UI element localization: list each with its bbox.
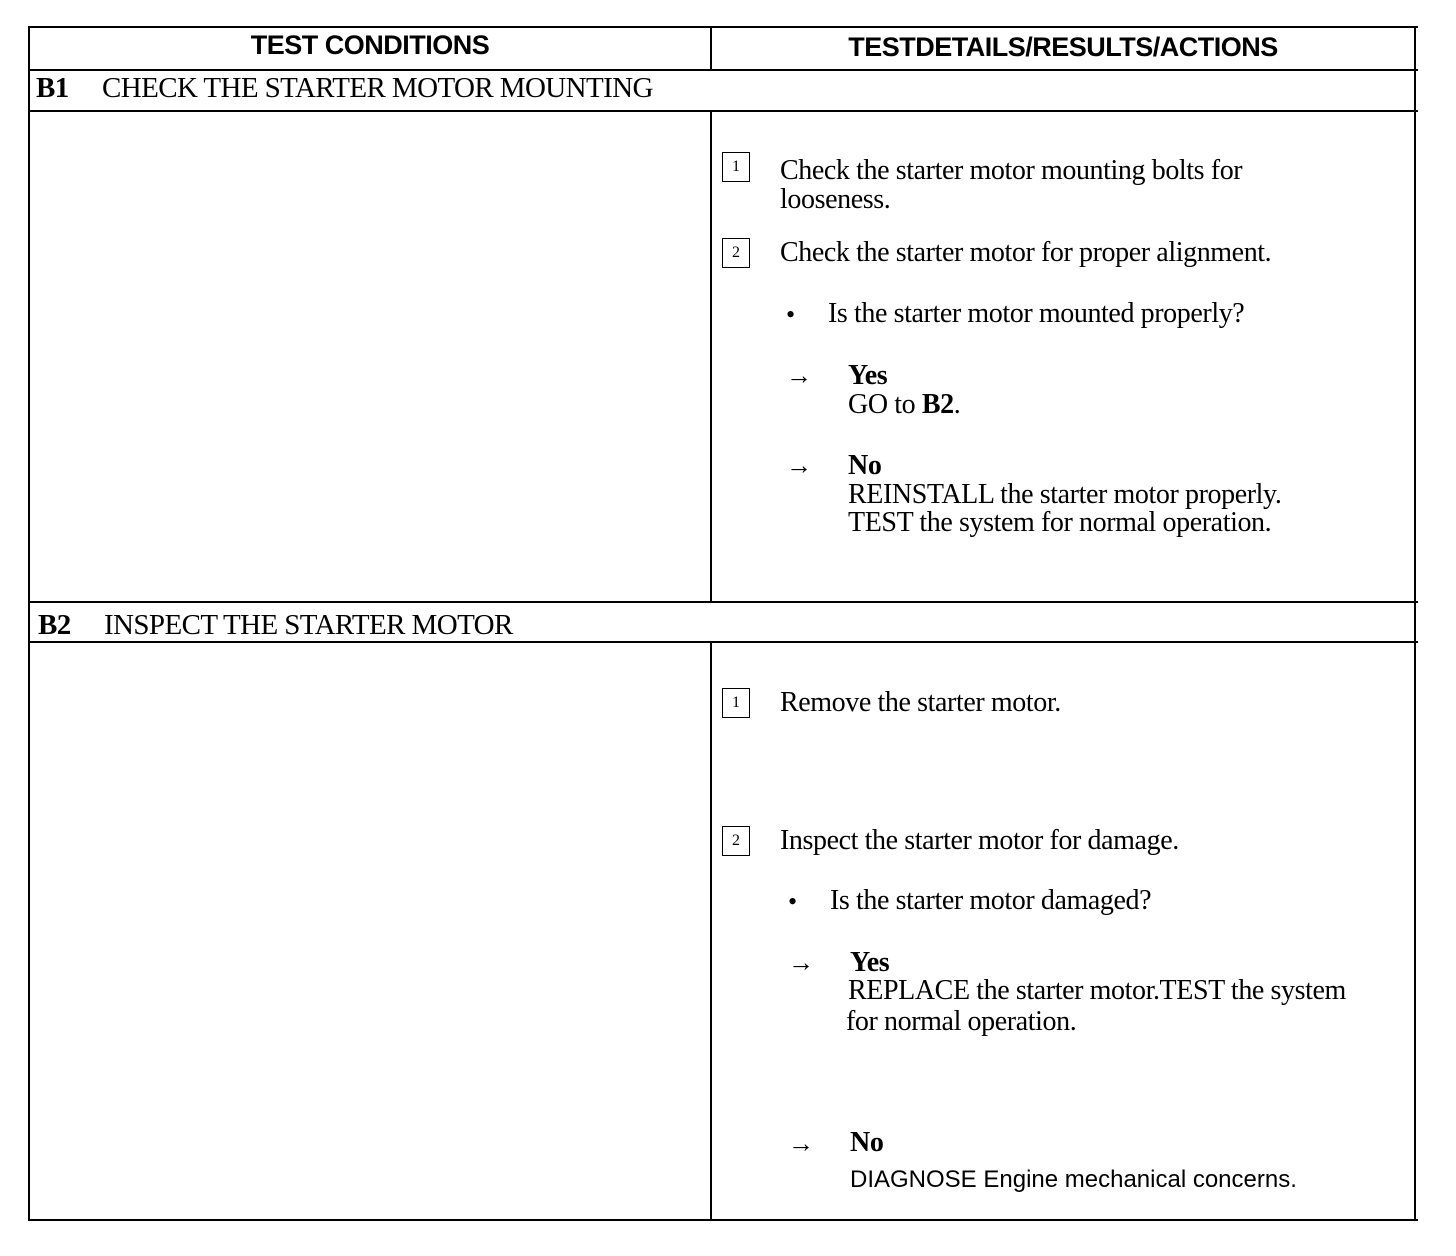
b1-yes-action-suffix: . [953, 389, 961, 420]
column-divider-b1 [710, 111, 712, 602]
b1-step-2-line-1: Check the starter motor for proper alignment. [780, 237, 1272, 268]
b1-step-1-box: 1 [722, 152, 750, 182]
b2-yes-arrow: → [788, 948, 814, 977]
section-b1-code: B1 [36, 72, 69, 104]
b1-no-label: No [848, 450, 882, 481]
b1-step-2-box: 2 [722, 238, 750, 268]
b1-step-1-line-1: Check the starter motor mounting bolts for [780, 155, 1243, 186]
b1-yes-arrow: → [786, 361, 812, 390]
right-border [1414, 26, 1416, 1221]
b1-step-1-line-2: looseness. [780, 184, 891, 215]
header-test-details: TESTDETAILS/RESULTS/ACTIONS [848, 32, 1278, 62]
b2-step-1-box: 1 [722, 688, 750, 718]
b1-yes-action-prefix: GO to [848, 389, 922, 420]
section-b1-title-text: CHECK THE STARTER MOTOR MOUNTING [102, 72, 653, 104]
b2-no-label: No [850, 1127, 884, 1158]
b2-title-top-border [28, 601, 1418, 603]
b1-question-bullet: • [786, 300, 796, 329]
header-test-conditions: TEST CONDITIONS [250, 30, 490, 60]
top-border [28, 26, 1418, 28]
column-divider-b2 [710, 642, 712, 1220]
header-bottom-border [28, 69, 1418, 71]
b2-no-line-1: DIAGNOSE Engine mechanical concerns. [850, 1166, 1297, 1193]
b2-question-bullet: • [788, 887, 798, 916]
section-b1-title [36, 72, 653, 105]
b2-question: Is the starter motor damaged? [830, 885, 1152, 916]
b2-no-arrow: → [788, 1129, 814, 1158]
b2-step-2-line-1: Inspect the starter motor for damage. [780, 825, 1179, 856]
b1-yes-action [848, 390, 960, 419]
b1-yes-action-ref: B2 [921, 389, 954, 420]
b1-no-line-1: REINSTALL the starter motor properly. [848, 479, 1282, 510]
b1-question: Is the starter motor mounted properly? [828, 298, 1245, 329]
left-border [28, 26, 30, 1221]
b2-yes-line-1: REPLACE the starter motor.TEST the system [848, 975, 1346, 1006]
b2-step-1-line-1: Remove the starter motor. [780, 687, 1061, 718]
b1-no-arrow: → [786, 451, 812, 480]
section-b2-title-text: INSPECT THE STARTER MOTOR [104, 609, 513, 641]
section-b2-code: B2 [38, 609, 71, 641]
b1-yes-label: Yes [848, 360, 888, 391]
b2-yes-label: Yes [850, 947, 890, 978]
section-b2-title [38, 609, 513, 642]
b2-yes-line-2: for normal operation. [846, 1006, 1077, 1037]
b1-no-line-2: TEST the system for normal operation. [848, 507, 1272, 538]
b1-title-bottom-border [28, 110, 1418, 112]
bottom-border [28, 1219, 1418, 1221]
b2-step-2-box: 2 [722, 826, 750, 856]
